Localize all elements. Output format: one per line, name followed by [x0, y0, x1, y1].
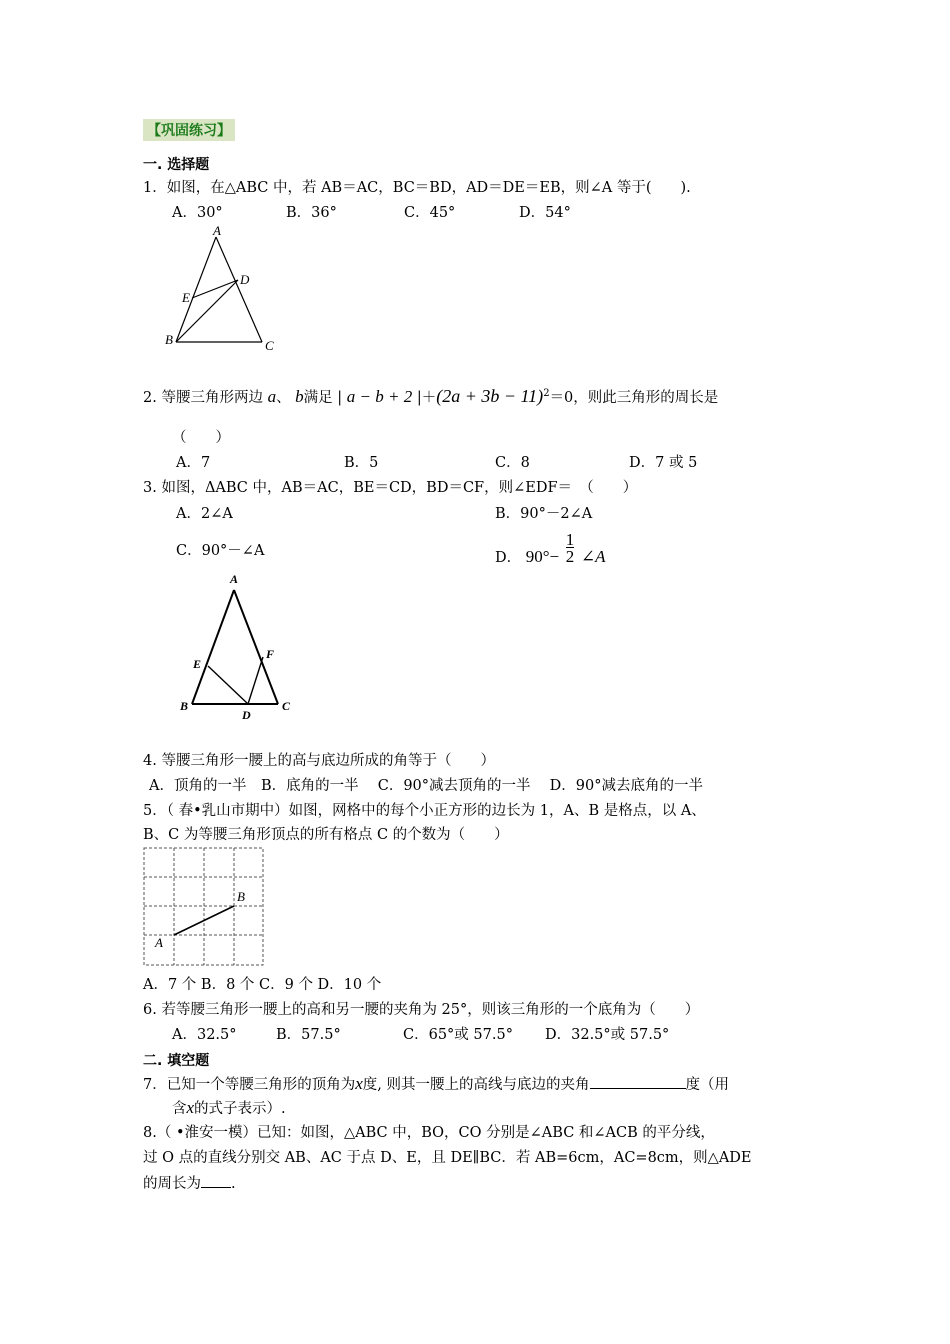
q8-answer-blank[interactable] [201, 1173, 231, 1188]
q7-part3: 度（用 [685, 1077, 729, 1093]
q3-side-ab [192, 590, 234, 704]
q2-tail: ＝0，则此三角形的周长是 [549, 389, 719, 406]
q7-answer-blank[interactable] [590, 1074, 686, 1089]
q2-var-b: b [295, 386, 304, 406]
q2-option-b: B．5 [344, 455, 379, 471]
q8-line1: 8.（ •淮安一模）已知：如图，△ABC 中，BO，CO 分别是∠ABC 和∠ACB 的平分线， [143, 1125, 715, 1141]
q1-side-ac [216, 237, 262, 342]
q1-label-e: E [182, 290, 190, 305]
q7-part2: 度, 则其一腰上的高线与底边的夹角 [362, 1077, 590, 1093]
q3-label-e: E [193, 657, 202, 671]
q6-stem: 6. 若等腰三角形一腰上的高和另一腰的夹角为 25°，则该三角形的一个底角为（ ） [143, 1002, 700, 1018]
q2-abs-expr: a − b + 2 [346, 386, 413, 406]
q1-triangle-figure [160, 222, 290, 357]
q7-line2 [172, 1098, 286, 1119]
q6-option-c: C．65°或 57.5° [403, 1027, 513, 1043]
q7-line1 [143, 1074, 729, 1095]
section-header: 【巩固练习】 [143, 119, 235, 141]
q3-option-d-denominator: 2 [565, 547, 575, 566]
q6-option-a: A．32.5° [172, 1027, 237, 1043]
q1-label-b: B [165, 332, 173, 347]
q5-stem-line1: 5．（ 春•乳山市期中）如图，网格中的每个小正方形的边长为 1，A、B 是格点，以 A、 [143, 803, 706, 819]
section-title-fill: 二. 填空题 [143, 1053, 210, 1069]
q7-var-x-2: x [186, 1098, 195, 1117]
q7-line2-b: 的式子表示）. [194, 1101, 286, 1117]
q2-var-a: a [267, 386, 277, 406]
q3-option-d-fraction [566, 532, 575, 565]
q3-option-d-post: ∠A [580, 546, 606, 566]
q3-triangle-figure [172, 568, 302, 723]
q3-label-f: F [266, 647, 275, 661]
q1-label-a: A [213, 223, 221, 238]
q2-abs-open: | [337, 389, 343, 406]
q4-options: A．顶角的一半 B．底角的一半 C．90°减去顶角的一半 D．90°减去底角的一半 [149, 778, 703, 794]
q5-label-b: B [237, 889, 245, 904]
q1-option-b: B．36° [286, 205, 337, 221]
q3-option-b: B．90°－2∠A [495, 506, 593, 522]
section-title-choice: 一. 选择题 [143, 157, 210, 173]
q2-stem-prefix: 2. 等腰三角形两边 [143, 389, 263, 406]
q2-paren: （ ） [172, 430, 230, 446]
q2-abs-close: | [416, 389, 422, 406]
q1-option-d: D．54° [519, 205, 571, 221]
q3-option-d-pre: 90°− [525, 546, 560, 566]
q7-var-x: x [355, 1074, 363, 1093]
q1-option-c: C．45° [404, 205, 456, 221]
q1-option-a: A．30° [172, 205, 223, 221]
q5-stem-line2: B、C 为等腰三角形顶点的所有格点 C 的个数为（ ） [143, 827, 509, 843]
q6-option-d: D．32.5°或 57.5° [545, 1027, 670, 1043]
q2-option-a: A．7 [176, 455, 211, 471]
q3-label-d: D [242, 708, 251, 722]
q4-stem: 4. 等腰三角形一腰上的高与底边所成的角等于（ ） [143, 753, 495, 769]
q1-stem: 1．如图，在△ABC 中，若 AB＝AC，BC＝BD，AD＝DE＝EB，则∠A 等于( ). [143, 180, 691, 196]
q5-grid-figure [142, 846, 266, 968]
q7-part1: 7．已知一个等腰三角形的顶角为 [143, 1077, 356, 1093]
q3-label-a: A [230, 572, 239, 586]
q1-label-d: D [240, 272, 250, 287]
q3-option-a: A．2∠A [176, 506, 233, 522]
q2-sep: 、 [276, 389, 291, 406]
q1-label-c: C [265, 338, 274, 353]
q3-option-d-numerator: 1 [565, 530, 575, 549]
q8-line3-text: 的周长为 [143, 1176, 201, 1192]
q2-sq-exponent: 2 [543, 388, 550, 399]
q3-label-c: C [282, 699, 291, 713]
q3-segment-ed [208, 666, 248, 704]
q2-stem-line [143, 384, 718, 408]
q5-options: A．7 个 B．8 个 C．9 个 D．10 个 [143, 977, 382, 993]
q2-option-c: C．8 [495, 455, 530, 471]
q3-stem: 3. 如图，ΔABC 中，AB＝AC，BE＝CD，BD＝CF，则∠EDF＝ （ ） [143, 480, 638, 496]
q3-segment-df [248, 657, 263, 704]
q2-mid: 满足 [303, 389, 333, 406]
q7-line2-a: 含 [172, 1101, 187, 1117]
q3-label-b: B [180, 699, 189, 713]
q6-option-b: B．57.5° [276, 1027, 341, 1043]
q8-line3 [143, 1173, 236, 1194]
q3-option-d [495, 532, 606, 572]
q8-line3-end: . [231, 1176, 236, 1192]
q3-option-c: C．90°－∠A [176, 543, 265, 559]
q8-line2: 过 O 点的直线分别交 AB、AC 于点 D、E，且 DE∥BC．若 AB=6cm，AC=8cm，则△ADE [143, 1150, 752, 1166]
q2-option-d: D．7 或 5 [629, 455, 698, 471]
q5-label-a: A [155, 935, 163, 950]
q3-option-d-label: D． [495, 549, 522, 566]
q2-plus: ＋ [421, 389, 437, 406]
q2-sq-expr: (2a + 3b − 11) [436, 385, 544, 406]
